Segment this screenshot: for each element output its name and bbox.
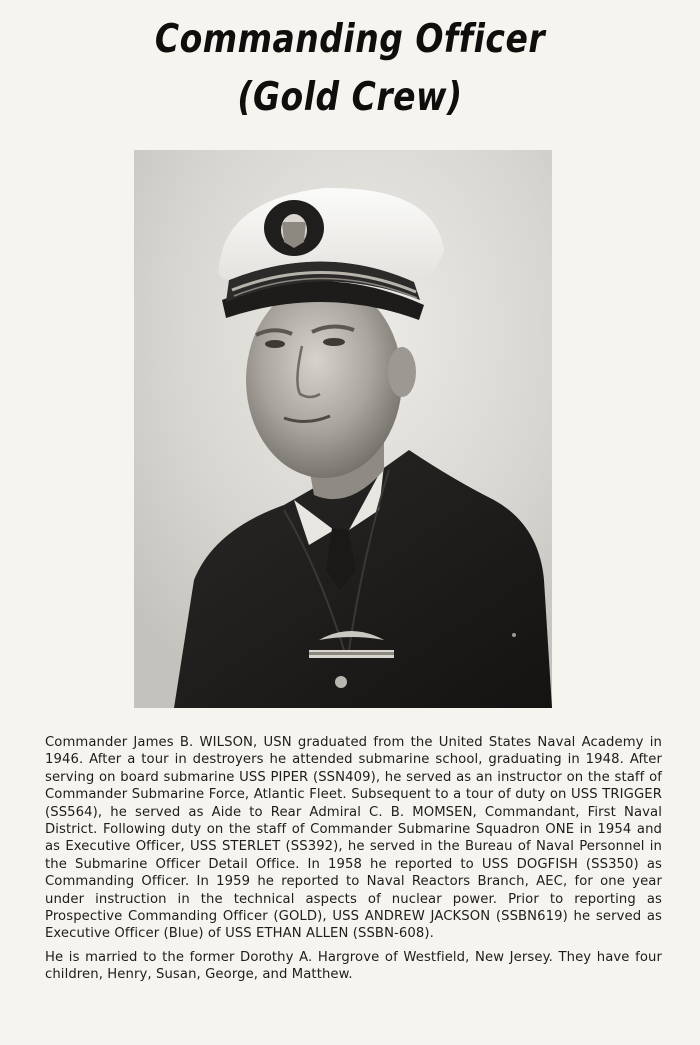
biography-paragraph: Commander James B. WILSON, USN graduated from the United States Naval Academy in 1946. After a tour in destroyers he attended submarine school, graduating in 1948. After serving on board submarine USS PIPER (SSN409), he served as an instructor on the staff of Commander Submarine Force, Atlantic Fleet. Subsequent to a tour of duty on USS TRIGGER (SS564), he served as Aide to Rear Admiral C. B. MOMSEN, Commandant, First Naval District. Following duty on the staff of Commander Submarine Squadron ONE in 1954 and as Executive Officer, USS STERLET (SS392), he served in the Bureau of Naval Personnel in the Submarine Officer Detail Office. In 1958 he reported to USS DOGFISH (SS350) as Commanding Officer. In 1959 he reported to Naval Reactors Branch, AEC, for one year under instruction in the technical aspects of nuclear power. Prior to reporting as Prospective Commanding Officer (GOLD), USS ANDREW JACKSON (SSBN619) he served as Executive Officer (Blue) of USS ETHAN ALLEN (SSBN-608). (45, 735, 662, 942)
page-title: Commanding Officer (154, 15, 546, 62)
biography-paragraph: He is married to the former Dorothy A. Hargrove of Westfield, New Jersey. They have four children, Henry, Susan, George, and Matthew. (45, 949, 662, 983)
page-subtitle: (Gold Crew) (237, 73, 463, 120)
biography-text (45, 734, 662, 984)
officer-portrait-photo (134, 150, 552, 708)
